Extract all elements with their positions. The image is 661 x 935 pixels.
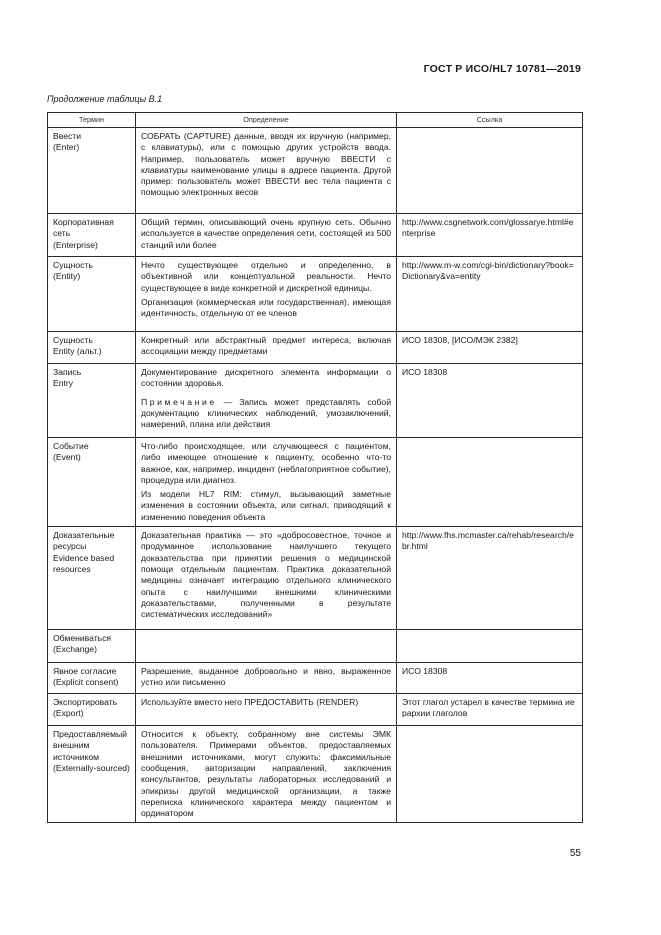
reference-cell xyxy=(397,663,583,694)
definition-cell xyxy=(136,257,397,332)
table-caption: Продолжение таблицы В.1 xyxy=(47,94,163,104)
definition-cell xyxy=(136,128,397,214)
definition-cell xyxy=(136,214,397,257)
note-label: Примечание xyxy=(141,396,217,407)
reference-text: ИСО 18308 xyxy=(402,367,448,377)
table-row xyxy=(48,630,583,663)
reference-text: Этот глагол устарел в качестве термина иерархии глаголов xyxy=(402,697,575,719)
term-cell xyxy=(48,128,136,214)
note-text: — Запись может представлять собой документацию клинических наблюдений, умозаключений, намерений, плана или действия xyxy=(141,396,391,430)
definitions-table xyxy=(47,112,583,823)
column-header-reference: Ссылка xyxy=(397,113,583,128)
note-paragraph xyxy=(141,397,391,431)
definition-cell xyxy=(136,663,397,694)
term-text: Экспортировать (Export) xyxy=(53,697,118,719)
column-header-term: Термин xyxy=(48,113,136,128)
page-number: 55 xyxy=(569,848,581,859)
definition-paragraph: Конкретный или абстрактный предмет интереса, включая ассоциации между предметами xyxy=(141,335,391,357)
definition-paragraph: Организация (коммерческая или государственная), имеющая идентичность, отдельную от ее членов xyxy=(141,296,391,319)
table-row xyxy=(48,214,583,257)
reference-text: ИСО 18308, [ИСО/МЭК 2382] xyxy=(402,335,518,345)
term-cell xyxy=(48,257,136,332)
reference-cell xyxy=(397,332,583,364)
reference-cell xyxy=(397,214,583,257)
reference-cell xyxy=(397,527,583,630)
definition-paragraph: Доказательная практика — это «добросовестное, точное и продуманное использование наилучшего текущего доказательства при принятии решения о медицинской помощи отдельным пациентам. Практика доказательной медицины означает интеграцию отдельного клинического опыта с наилучшими внешними клиническими доказательствами, полученными в результате систематических исследований» xyxy=(141,530,391,620)
definition-cell xyxy=(136,438,397,527)
term-text: Явное согласие (Explicit consent) xyxy=(53,666,119,688)
definition-cell xyxy=(136,527,397,630)
term-text: Корпоративная сеть (Enterprise) xyxy=(53,217,114,250)
term-cell xyxy=(48,630,136,663)
term-text: Доказательные ресурсы Evidence based resources xyxy=(53,530,115,574)
reference-text: http://www.m-w.com/cgi-bin/dictionary?book=Dictionary&va=entity xyxy=(402,260,574,282)
term-cell xyxy=(48,663,136,694)
definition-cell xyxy=(136,332,397,364)
reference-cell xyxy=(397,257,583,332)
reference-text: ИСО 18308 xyxy=(402,666,448,677)
term-text: Сущность (Entity) xyxy=(53,260,93,282)
definition-paragraph: Документирование дискретного элемента информации о состоянии здоровья. xyxy=(141,367,391,389)
definition-cell xyxy=(136,364,397,438)
reference-text: http://www.fhs.mcmaster.ca/rehab/research/ebr.html xyxy=(402,530,574,552)
definition-cell xyxy=(136,630,397,663)
term-cell xyxy=(48,726,136,823)
table-row xyxy=(48,257,583,332)
table-row xyxy=(48,694,583,726)
term-text: Предоставляемый внешним источником (Externally-sourced) xyxy=(53,729,130,773)
table-row xyxy=(48,663,583,694)
definition-paragraph: Нечто существующее отдельно и определенно, в объективной или концептуальной реальности. Нечто существующее в виде конкретной и дискретной единицы. xyxy=(141,260,391,293)
reference-cell xyxy=(397,726,583,823)
term-cell xyxy=(48,332,136,364)
table-row xyxy=(48,527,583,630)
reference-cell xyxy=(397,630,583,663)
table-header-row xyxy=(48,113,583,128)
definition-paragraph: Из модели HL7 RIM: стимул, вызывающий заметные изменения в состоянии объекта, или сигнал, приводящий к изменению поведения объекта xyxy=(141,489,391,522)
table-row xyxy=(48,332,583,364)
reference-text: http://www.csgnetwork.com/glossarye.html#enterprise xyxy=(402,217,574,239)
reference-cell xyxy=(397,438,583,527)
term-cell xyxy=(48,214,136,257)
definition-paragraph: Общий термин, описывающий очень крупную сеть. Обычно используется в качестве определения сети, состоящей из 500 станций или более xyxy=(141,217,391,250)
term-cell xyxy=(48,527,136,630)
document-id-header: ГОСТ Р ИСО/HL7 10781—2019 xyxy=(423,63,581,75)
table-row xyxy=(48,438,583,527)
table-row xyxy=(48,364,583,438)
table-row xyxy=(48,726,583,823)
reference-cell xyxy=(397,694,583,726)
term-text: Событие (Event) xyxy=(53,441,89,463)
term-text: Ввести (Enter) xyxy=(53,131,82,153)
definition-cell xyxy=(136,694,397,726)
reference-cell xyxy=(397,128,583,214)
column-header-definition: Определение xyxy=(136,113,397,128)
table-row xyxy=(48,128,583,214)
term-text: Сущность Entity (альт.) xyxy=(53,335,102,357)
definition-paragraph: Относится к объекту, собранному вне системы ЭМК пользователя. Примерами объектов, предоставляемых внешними источниками, могут служить: факсимильные сообщения, авторизации направлений, заключения консультантов, результаты лабораторных исследований и эпикризы другой медицинской организации, а также переписка клинического характера между пациентом и ординатором xyxy=(141,729,391,819)
definition-paragraph: Используйте вместо него ПРЕДОСТАВИТЬ (RENDER) xyxy=(141,697,359,708)
term-text: Обмениваться (Exchange) xyxy=(53,633,112,655)
term-cell xyxy=(48,438,136,527)
reference-cell xyxy=(397,364,583,438)
term-cell xyxy=(48,364,136,438)
term-cell xyxy=(48,694,136,726)
term-text: Запись Entry xyxy=(53,367,82,389)
definition-cell xyxy=(136,726,397,823)
definition-paragraph: Разрешение, выданное добровольно и явно, выраженное устно или письменно xyxy=(141,666,391,688)
definition-paragraph: СОБРАТЬ (CAPTURE) данные, вводя их вручную (например, с клавиатуры), или с помощью других устройств ввода. Например, пользователь может вручную ВВЕСТИ с клавиатуры наименование улицы в адресе пациента. Другой пример: пользователь может ВВЕСТИ вес тела пациента с помощью электронных весов xyxy=(141,131,391,198)
definition-paragraph: Что-либо происходящее, или случающееся с пациентом, либо имеющее отношение к пациенту, особенно что-то важное, как, например, инцидент (неблагоприятное событие), процедура или диагноз. xyxy=(141,441,391,485)
